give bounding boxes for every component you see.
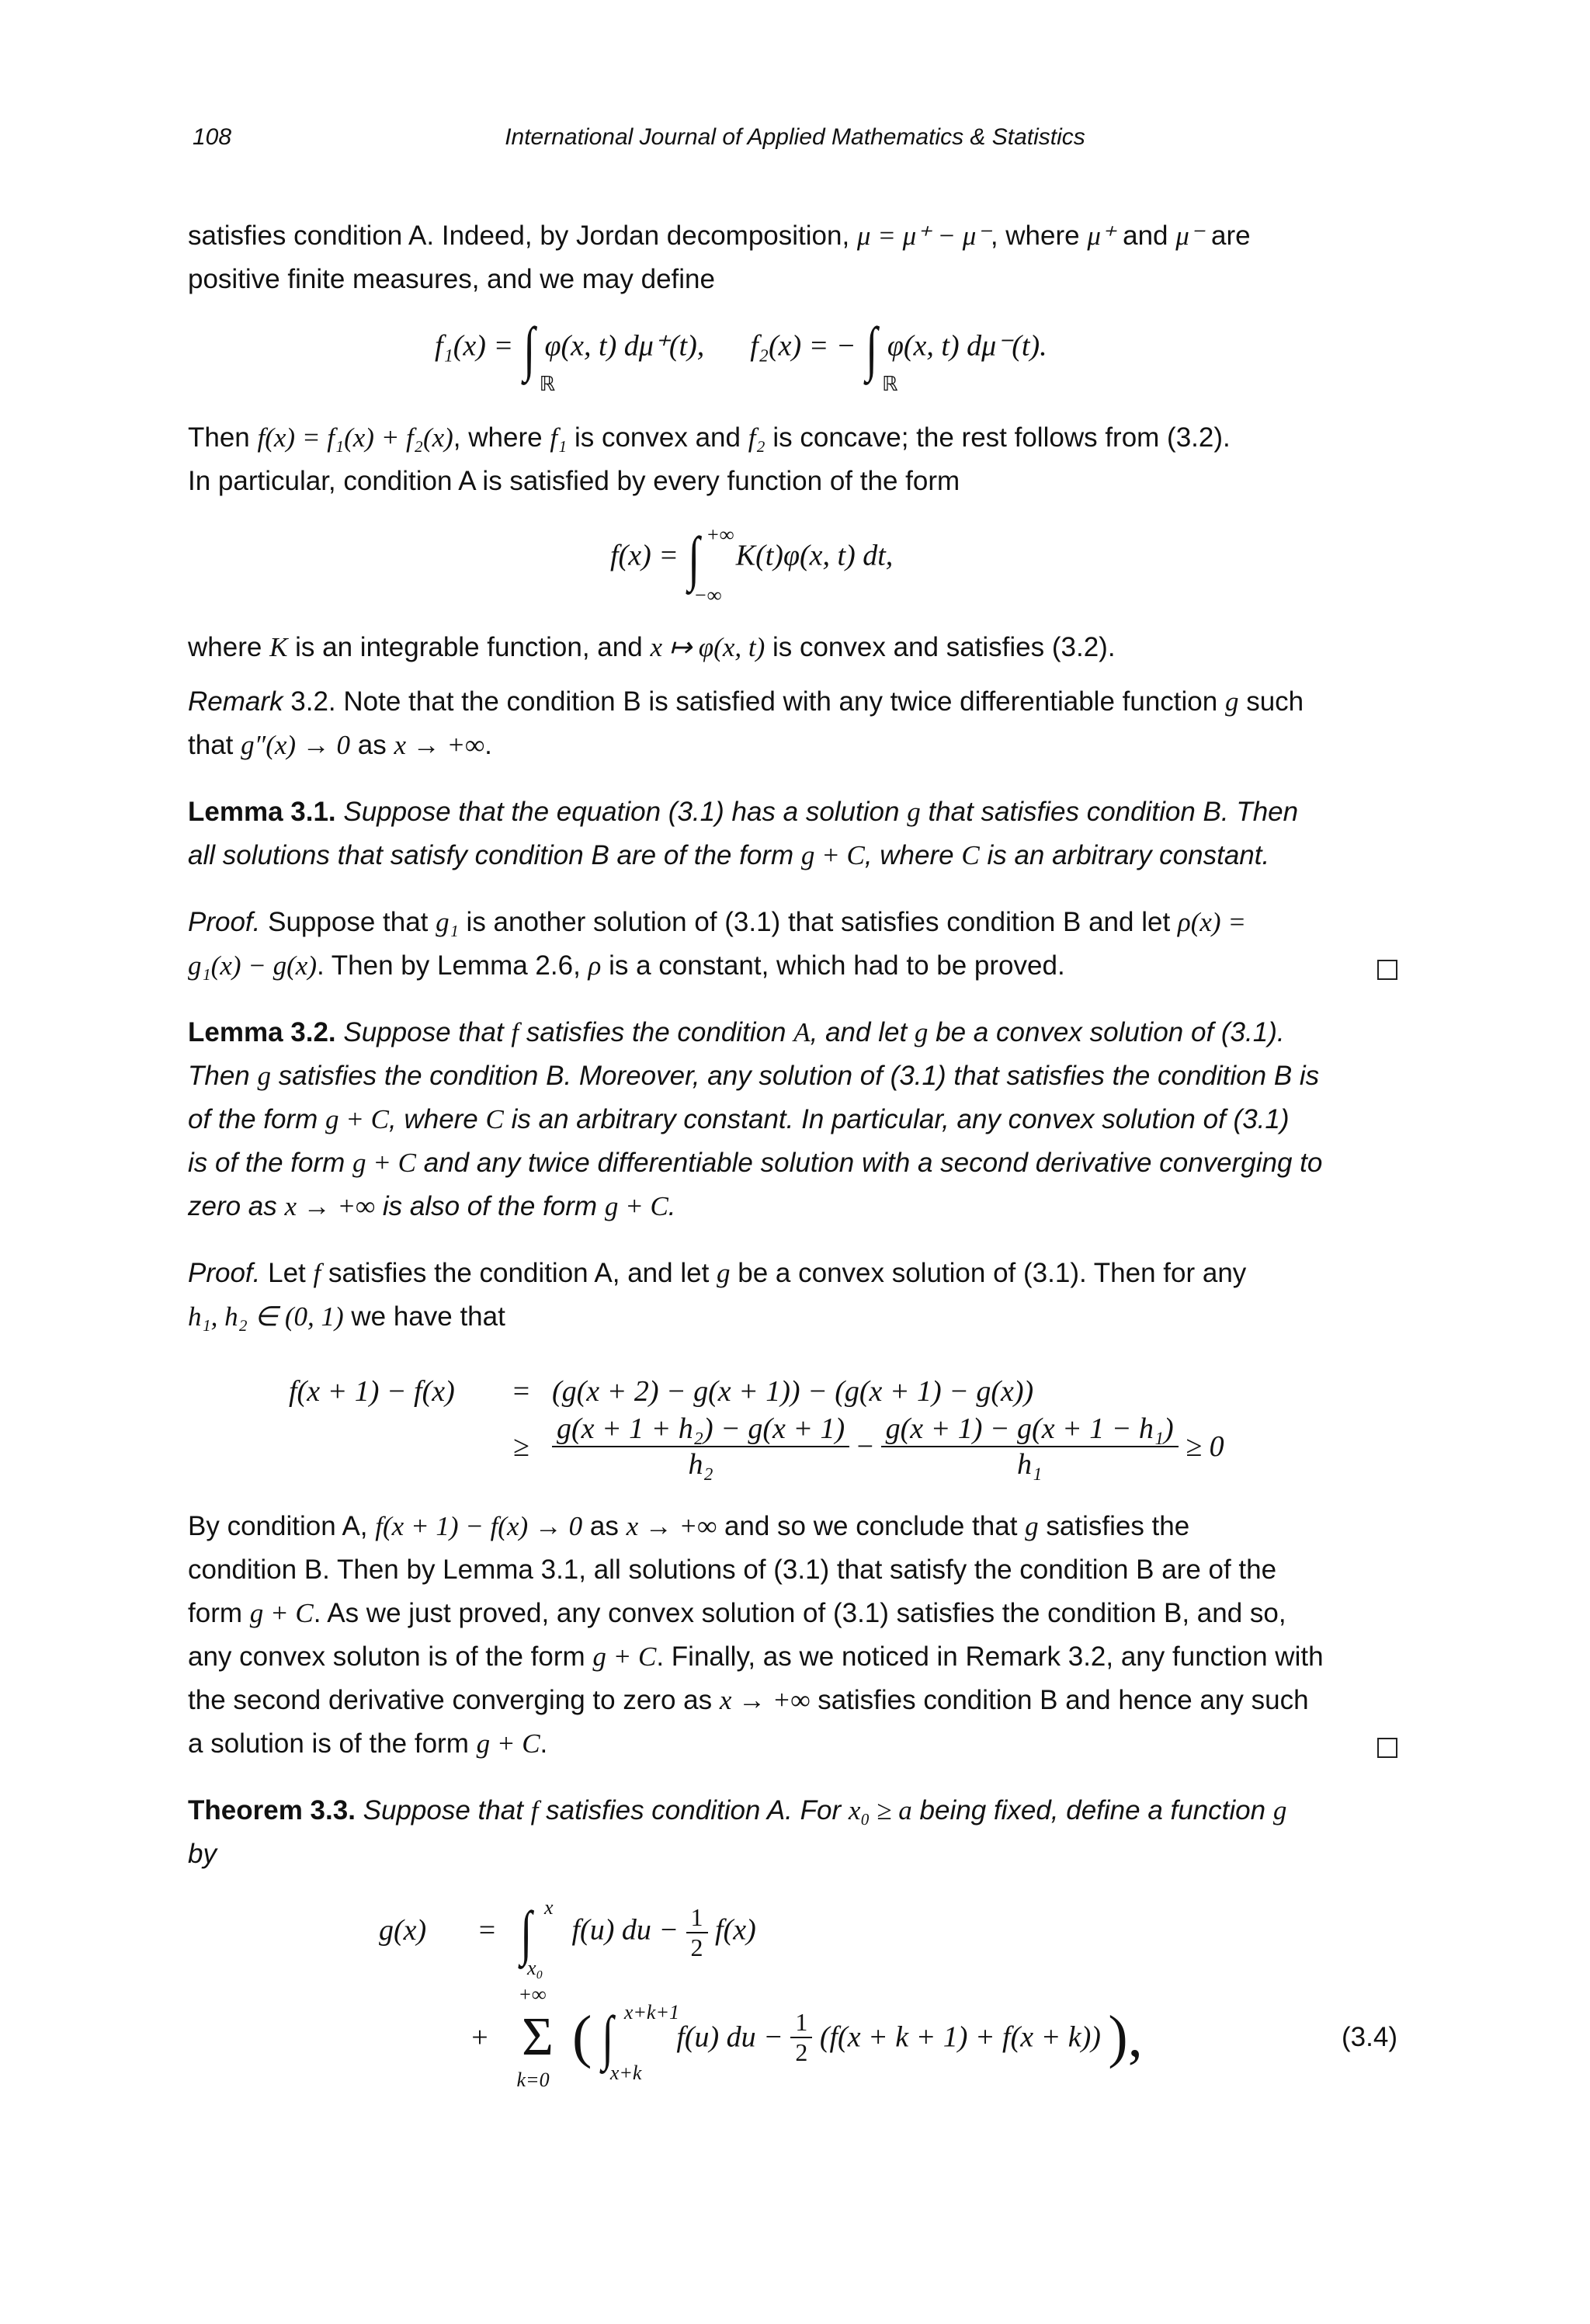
paragraph-jordan: satisfies condition A. Indeed, by Jordan decomposition, μ = μ⁺ − μ⁻, where μ⁺ and μ⁻ are positive finite measures, and we may define (188, 221, 1251, 294)
journal-title: International Journal of Applied Mathematics & Statistics (505, 124, 1085, 150)
equation-difference-row1: f(x + 1) − f(x) = (g(x + 2) − g(x + 1)) − (g(x + 1) − g(x)) (289, 1375, 1034, 1408)
page-number: 108 (193, 124, 232, 150)
lemma-3-2: Lemma 3.2. Suppose that f satisfies the condition A, and let g be a convex solution of (3.1). Then g satisfies the condition B. Moreover, any solution of (3.1) that satisfies the condition B is of the form g + C, where C is an arbitrary constant. In particular, any convex solution of (3.1) is of the form g + C and any twice differentiable solution with a second derivative converging to zero as x → +∞ is also of the form g + C. (188, 1017, 1323, 1221)
equation-kernel-form: f(x) = ∫ +∞ −∞ K(t)φ(x, t) dt, (610, 523, 894, 606)
qed-square-icon (1377, 960, 1397, 980)
equation-f1-f2: f₁(x) = ∫ ℝ φ(x, t) dμ⁺(t), f₂(x) = − ∫ ℝ φ(x, t) dμ⁻(t). (435, 314, 1047, 395)
equation-3-4-row1: g(x) = ∫ x x₀ f(u) du − $\frac{1}{2}$ f(x) (379, 1896, 756, 1979)
proof-lemma-3-1: Proof. Suppose that g₁ is another solution of (3.1) that satisfies condition B and let ρ(x) = g₁(x) − g(x). Then by Lemma 2.6, ρ is a constant, which had to be proved. (188, 901, 1397, 988)
running-header (193, 124, 1397, 158)
equation-number: (3.4) (1342, 2022, 1397, 2052)
paragraph-decomposition: Then f(x) = f₁(x) + f₂(x), where f₁ is convex and f₂ is concave; the rest follows from (3.2). In particular, condition A is satisfied by every function of the form (188, 422, 1231, 496)
remark-3-2: Remark 3.2. Note that the condition B is satisfied with any twice differentiable function g such that g″(x) → 0 as x → +∞. (188, 686, 1304, 760)
qed-square-icon (1377, 1738, 1397, 1758)
proof-lemma-3-2-intro: Proof. Let f satisfies the condition A, and let g be a convex solution of (3.1). Then for any h₁, h₂ ∈ (0, 1) we have that (188, 1258, 1247, 1332)
lemma-3-1: Lemma 3.1. Suppose that the equation (3.1) has a solution g that satisfies condition B. Then all solutions that satisfy condition B are of the form g + C, where C is an arbitrary constant. (188, 797, 1299, 870)
theorem-3-3: Theorem 3.3. Suppose that f satisfies condition A. For x₀ ≥ a being fixed, define a function g by (188, 1795, 1287, 1869)
equation-difference-row2: ≥ $\frac{\text{g(x + 1 + h₂) − g(x + 1)}}{\text{h₂}}$ − $\frac{\text{g(x + 1) − g(x + 1 − h₁)}}{\text{h₁}}$ ≥ 0 (513, 1412, 1224, 1481)
equation-3-4-row2: + +∞ Σ k=0 ( ∫ x+k+1 x+k f(u) du − $\frac{1}{2}$ (f(x + k + 1) + f(x + k)) ), (471, 1982, 1143, 2091)
paragraph-kernel: where K is an integrable function, and x ↦ φ(x, t) is convex and satisfies (3.2). (188, 632, 1116, 662)
proof-lemma-3-2-conclusion: By condition A, f(x + 1) − f(x) → 0 as x → +∞ and so we conclude that g satisfies the condition B. Then by Lemma 3.1, all solutions of (3.1) that satisfy the condition B are of the form g + C. As we just proved, any convex solution of (3.1) satisfies the condition B, and so, any convex soluton is of the form g + C. Finally, as we noticed in Remark 3.2, any function with the second derivative converging to zero as x → +∞ satisfies condition B and hence any such a solution is of the form g + C. (188, 1505, 1397, 1766)
